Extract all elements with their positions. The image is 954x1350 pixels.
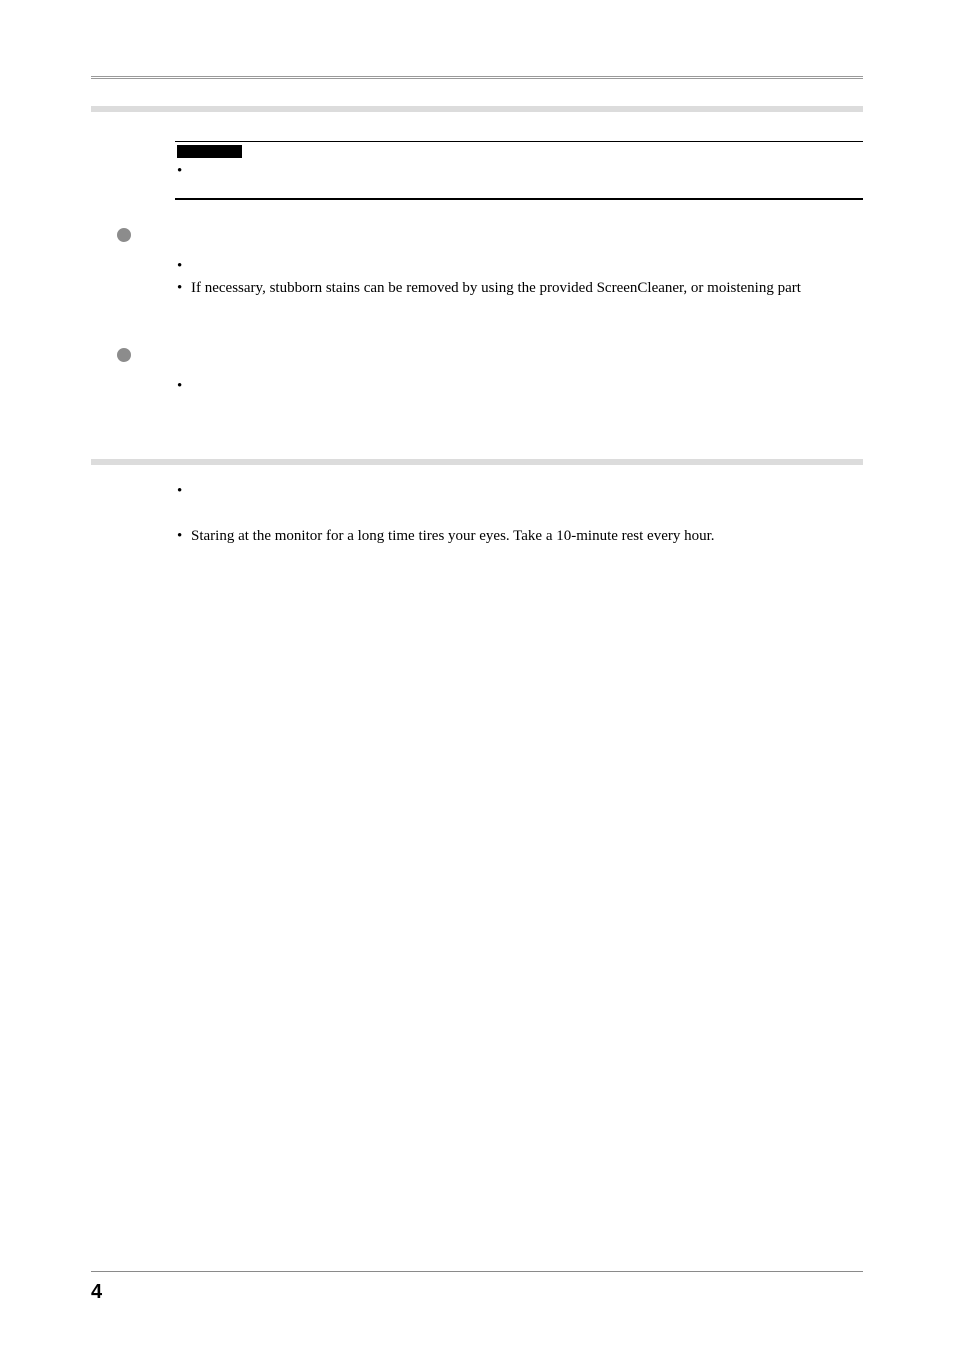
bullet-mark: • bbox=[177, 483, 183, 499]
circle-marker-icon bbox=[117, 228, 131, 242]
list-item bbox=[177, 377, 191, 395]
section-bar-cleaning bbox=[91, 106, 863, 112]
note-label-tag bbox=[177, 145, 242, 158]
list-item bbox=[177, 257, 191, 275]
circle-marker-icon bbox=[117, 348, 131, 362]
section-bar-comfort bbox=[91, 459, 863, 465]
note-bullet bbox=[177, 162, 191, 180]
list-item bbox=[177, 527, 715, 545]
note-box-top-rule bbox=[175, 141, 863, 142]
list-item bbox=[177, 482, 191, 500]
panel-bullet-text: If necessary, stubborn stains can be removed by using the provided ScreenCleaner, or moistening part bbox=[191, 280, 801, 296]
header-rule-second bbox=[91, 78, 863, 79]
bullet-mark: • bbox=[177, 258, 183, 274]
bullet-mark: • bbox=[177, 378, 183, 394]
bullet-mark: • bbox=[177, 280, 183, 296]
footer-rule bbox=[91, 1271, 863, 1272]
comfort-bullet-text: Staring at the monitor for a long time tires your eyes. Take a 10-minute rest every hour. bbox=[191, 528, 715, 544]
note-box-bottom-rule bbox=[175, 198, 863, 200]
page-number: 4 bbox=[91, 1281, 103, 1303]
header-rule bbox=[91, 76, 863, 77]
list-item bbox=[177, 279, 801, 297]
bullet-mark: • bbox=[177, 163, 183, 179]
bullet-mark: • bbox=[177, 528, 183, 544]
